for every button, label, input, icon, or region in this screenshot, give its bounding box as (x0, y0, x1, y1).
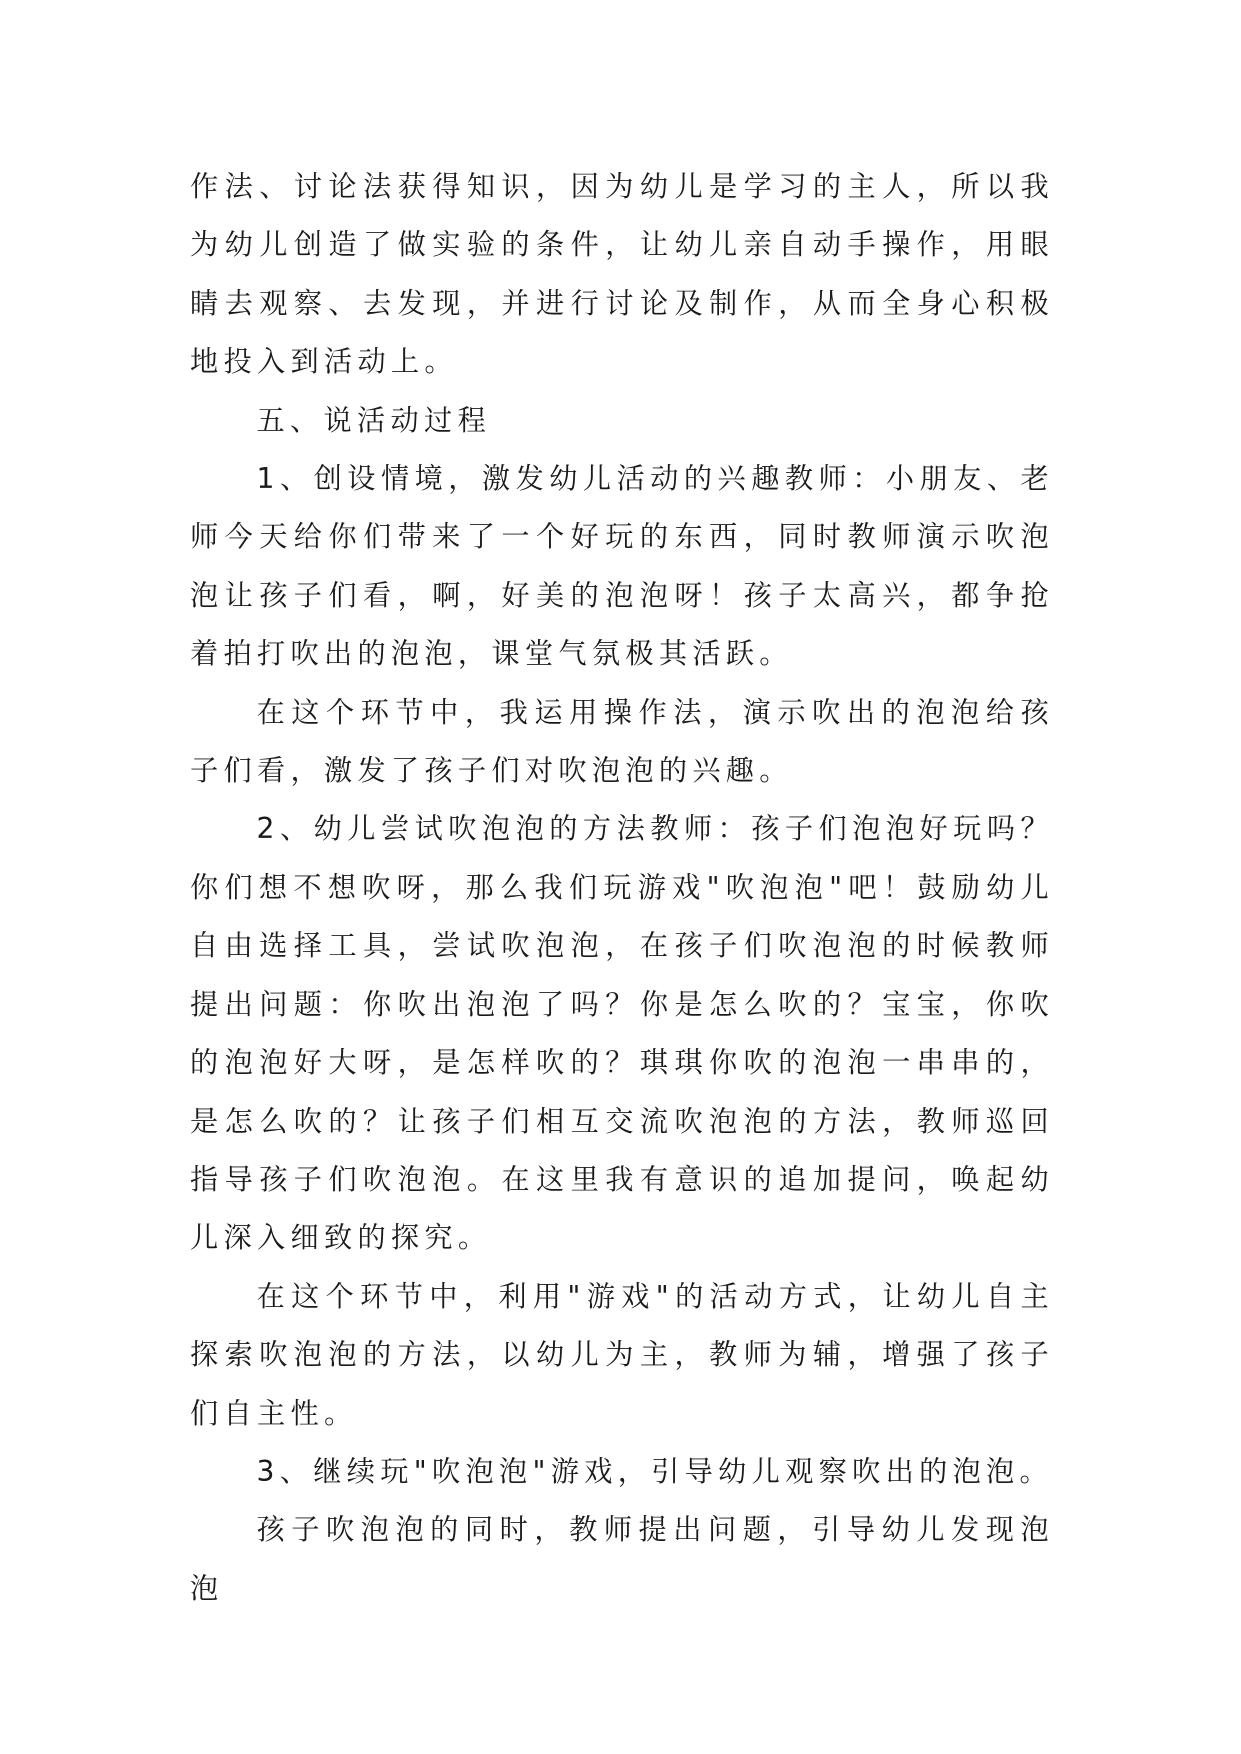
section-heading: 五、说活动过程 (256, 403, 491, 437)
paragraph: 2、幼儿尝试吹泡泡的方法教师：孩子们泡泡好玩吗？你们想不想吹呀，那么我们玩游戏"吹泡泡"吧！鼓励幼儿自由选择工具，尝试吹泡泡，在孩子们吹泡泡的时候教师提出问题：你吹出泡泡了吗？你是怎么吹的？宝宝，你吹的泡泡好大呀，是怎样吹的？琪琪你吹的泡泡一串串的，是怎么吹的？让孩子们相互交流吹泡泡的方法，教师巡回指导孩子们吹泡泡。在这里我有意识的追加提问，唤起幼儿深入细致的探究。 (190, 812, 1054, 1255)
document-body (190, 158, 1054, 1618)
paragraph: 孩子吹泡泡的同时，教师提出问题，引导幼儿发现泡泡 (190, 1513, 1054, 1605)
paragraph: 在这个环节中，我运用操作法，演示吹出的泡泡给孩子们看，激发了孩子们对吹泡泡的兴趣。 (190, 695, 1054, 788)
paragraph: 作法、讨论法获得知识，因为幼儿是学习的主人，所以我为幼儿创造了做实验的条件，让幼儿亲自动手操作，用眼睛去观察、去发现，并进行讨论及制作，从而全身心积极地投入到活动上。 (190, 170, 1054, 379)
paragraph: 3、继续玩"吹泡泡"游戏，引导幼儿观察吹出的泡泡。 (256, 1454, 1054, 1488)
paragraph: 在这个环节中，利用"游戏"的活动方式，让幼儿自主探索吹泡泡的方法，以幼儿为主，教师为辅，增强了孩子们自主性。 (190, 1279, 1054, 1430)
paragraph: 1、创设情境，激发幼儿活动的兴趣教师：小朋友、老师今天给你们带来了一个好玩的东西，同时教师演示吹泡泡让孩子们看，啊，好美的泡泡呀！孩子太高兴，都争抢着拍打吹出的泡泡，课堂气氛极其活跃。 (190, 462, 1054, 671)
